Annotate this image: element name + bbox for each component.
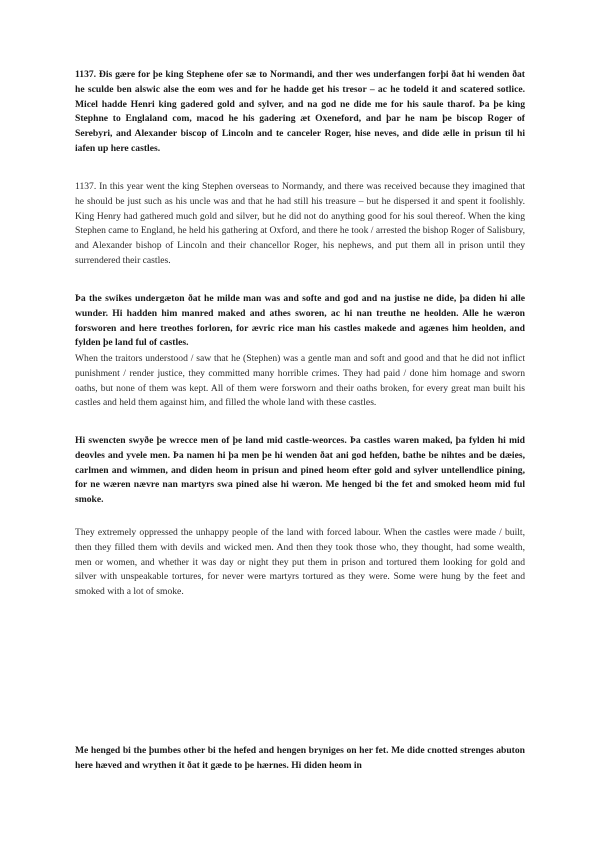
paragraph-original-torture: Me henged bi the þumbes other bi the hefed and hengen bryniges on her fet. Me dide cnotted strenges abuton here hæved and wrythen it ðat it gæde to þe hærnes. Hi diden heom in <box>75 745 525 771</box>
paragraph-translation-1137: 1137. In this year went the king Stephen overseas to Normandy, and there was received because they imagined that he should be just such as his uncle was and that he had still his treasure – but he dispersed it and spent it foolishly. King Henry had gathered much gold and silver, but he did not do anything good for his soul thereof. When the king Stephen came to England, he held his gathering at Oxford, and there he took / arrested the bishop Roger of Salisbury, and Alexander bishop of Lincoln and their chancellor Roger, his nephews, and put them all in prison until they surrendered their castles. <box>75 181 525 266</box>
paragraph-translation-castles: They extremely oppressed the unhappy people of the land with forced labour. When the castles were made / built, then they filled them with devils and wicked men. And then they took those who, they thought, had some wealth, men or women, and whether it was day or night they put them in prison and tortured them looking for gold and silver with unspeakable tortures, for never were martyrs tortured as they were. Some were hung by the feet and smoked with a lot of smoke. <box>75 527 525 598</box>
paragraph-original-traitors: Þa the swikes undergæton ðat he milde man was and softe and god and na justise ne dide, þa diden hi alle wunder. Hi hadden him manred maked and athes sworen, ac hi nan treuthe ne heolden. Alle he wæron forsworen and here treothes forloren, for ævric rice man his castles makede and agænes him heolden, and fylden þe land ful of castles. <box>75 293 525 349</box>
paragraph-translation-traitors: When the traitors understood / saw that he (Stephen) was a gentle man and soft and good and that he did not inflict punishment / render justice, they committed many horrible crimes. They had paid / done him homage and sworn oaths, but none of them was kept. All of them were forsworn and their oaths broken, for every great man built his castles and held them against him, and filled the whole land with these castles. <box>75 353 525 409</box>
paragraph-original-1137: 1137. Ðis gære for þe king Stephene ofer sæ to Normandi, and ther wes underfangen forþi ðat hi wenden ðat he sculde ben alswic alse the eom wes and for he hadde get his tresor – ac he todeld it and scatered sotlice. Micel hadde Henri king gadered gold and sylver, and na god ne dide me for his saule tharof. Þa þe king Stephne to Englaland com, macod he his gadering æt Oxeneford, and þar he nam þe biscop Roger of Serebyri, and Alexander biscop of Lincoln and te canceler Roger, hise neves, and dide ælle in prisun til hi iafen up here castles. <box>75 69 525 154</box>
paragraph-original-castles: Hi swencten swyðe þe wrecce men of þe land mid castle-weorces. Þa castles waren maked, þa fylden hi mid deovles and yvele men. Þa namen hi þa men þe hi wenden ðat ani god hefden, bathe be nihtes and be dæies, carlmen and wimmen, and diden heom in prisun and pined heom efter gold and sylver untellendlice pining, for ne wæren nævre nan martyrs swa pined alse hi wæron. Me henged bi the fet and smoked heom mid ful smoke. <box>75 435 525 506</box>
